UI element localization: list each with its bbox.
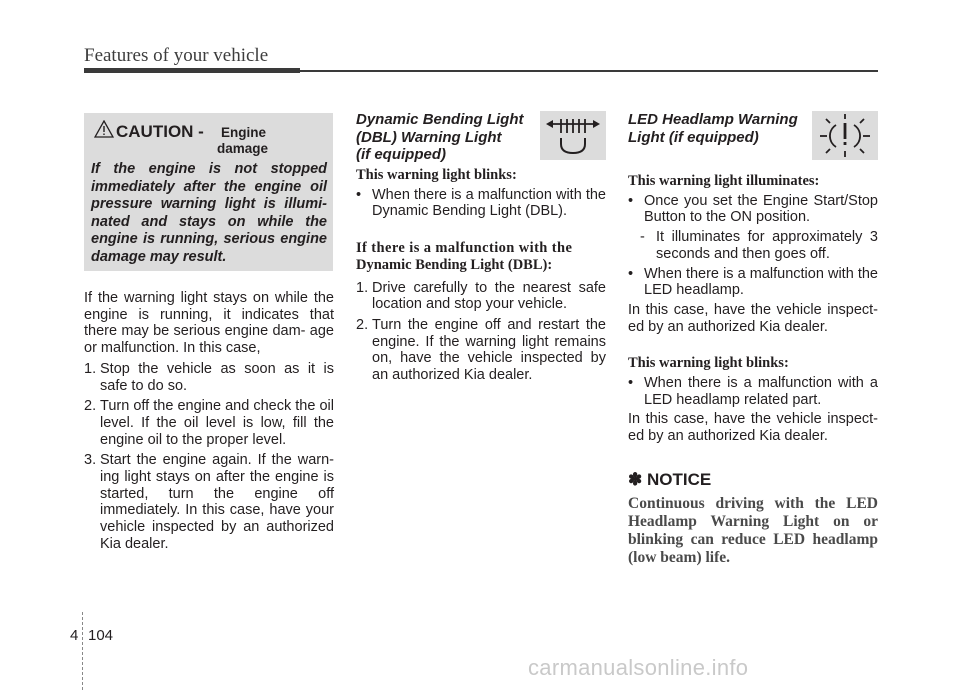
step-text: Start the engine again. If the warn- ing light stays on after the engine is started, turn the engine off immediately. In this case, have your vehicle inspected by an authorized Kia dealer. [100,452,334,552]
dbl-title-line: (DBL) Warning Light [356,128,502,146]
caution-box [84,113,333,271]
watermark: carmanualsonline.info [528,655,749,680]
page-number-divider [82,612,83,690]
caution-body: If the engine is not stopped immediately after the engine oil pressure warning light is illumi- nated and stays on while the engine is running, serious engine damage may result. [91,161,327,265]
led-column [628,173,878,445]
bullet-text: When there is a malfunction with the Dynamic Bending Light (DBL). [372,186,606,220]
oil-warning-intro: If the warning light stays on while the engine is running, it indicates that there may be serious engine dam- age or malfunction. In this case, [84,290,334,357]
led-illuminates-heading: This warning light illuminates: [628,173,820,189]
header-rule-thin [300,70,878,72]
bullet: • [356,186,362,203]
list-item [84,361,334,394]
bullet-text: When there is a malfunction with the LED headlamp. [644,265,878,299]
step-number: 1. [356,279,369,296]
warning-triangle-icon [94,120,114,138]
led-title-line: Light (if equipped) [628,128,759,146]
notice-title-text: NOTICE [646,470,712,489]
dbl-column [356,167,606,384]
left-column [84,290,334,553]
step-number: 1. [84,360,97,377]
list-item [628,193,878,226]
caution-subtitle-1: Engine [221,125,267,140]
bullet: • [628,375,634,392]
notice-title [628,470,711,490]
dash: - [640,229,645,246]
bullet-text: When there is a malfunction with a LED headlamp related part. [644,375,878,408]
dbl-malfunction-heading-line: If there is a malfunction with the [356,240,573,257]
list-item [640,229,878,262]
step-text: Stop the vehicle as soon as it is safe to do so. [100,360,334,394]
sub-bullet-text: It illuminates for approximately 3 seconds and then goes off. [656,229,878,262]
notice-symbol-icon: ✽ [628,470,643,489]
list-item [84,452,334,552]
step-text: Turn off the engine and check the oil level. If the oil level is low, fill the engine oil to the proper level. [100,398,334,448]
led-headlamp-warning-icon [812,111,878,160]
notice-body: Continuous driving with the LED Headlamp Warning Light on or blinking can reduce LED headlamp (low beam) life. [628,495,878,566]
dbl-warning-icon-graphic [540,111,606,160]
dbl-title [356,111,524,164]
led-title [628,111,798,146]
dbl-title-line: Dynamic Bending Light [356,111,524,128]
step-text: Turn the engine off and restart the engine. If the warning light remains on, have the vehicle inspected by an authorized Kia dealer. [372,316,606,384]
list-item [84,398,334,448]
bullet-text: Once you set the Engine Start/Stop Button to the ON position. [644,192,878,226]
step-number: 3. [84,452,97,469]
page-header-title: Features of your vehicle [84,45,269,66]
caution-subtitle-2: damage [217,141,269,156]
dbl-title-line: (if equipped) [356,146,446,163]
step-number: 2. [84,398,97,415]
list-item [356,187,606,220]
led-inspect-text: In this case, have the vehicle inspect- ed by an authorized Kia dealer. [628,301,878,335]
led-headlamp-warning-icon-graphic [812,111,878,160]
dbl-warning-icon [540,111,606,160]
bullet: • [628,265,634,282]
step-text: Drive carefully to the nearest safe location and stop your vehicle. [372,279,606,313]
led-blinks-heading: This warning light blinks: [628,355,789,372]
led-title-line: LED Headlamp Warning [628,111,798,128]
list-item [628,375,878,408]
list-item [356,317,606,384]
dbl-malfunction-heading-line: Dynamic Bending Light (DBL): [356,256,553,273]
list-item [628,266,878,299]
dbl-blinks-heading: This warning light blinks: [356,167,517,183]
step-number: 2. [356,316,369,333]
section-number: 4 [70,627,79,644]
list-item [356,280,606,313]
page-number: 104 [88,627,114,644]
bullet: • [628,192,634,209]
led-inspect-text: In this case, have the vehicle inspect- ed by an authorized Kia dealer. [628,411,878,445]
caution-label: CAUTION - [116,122,204,141]
header-rule-thick [84,68,300,73]
